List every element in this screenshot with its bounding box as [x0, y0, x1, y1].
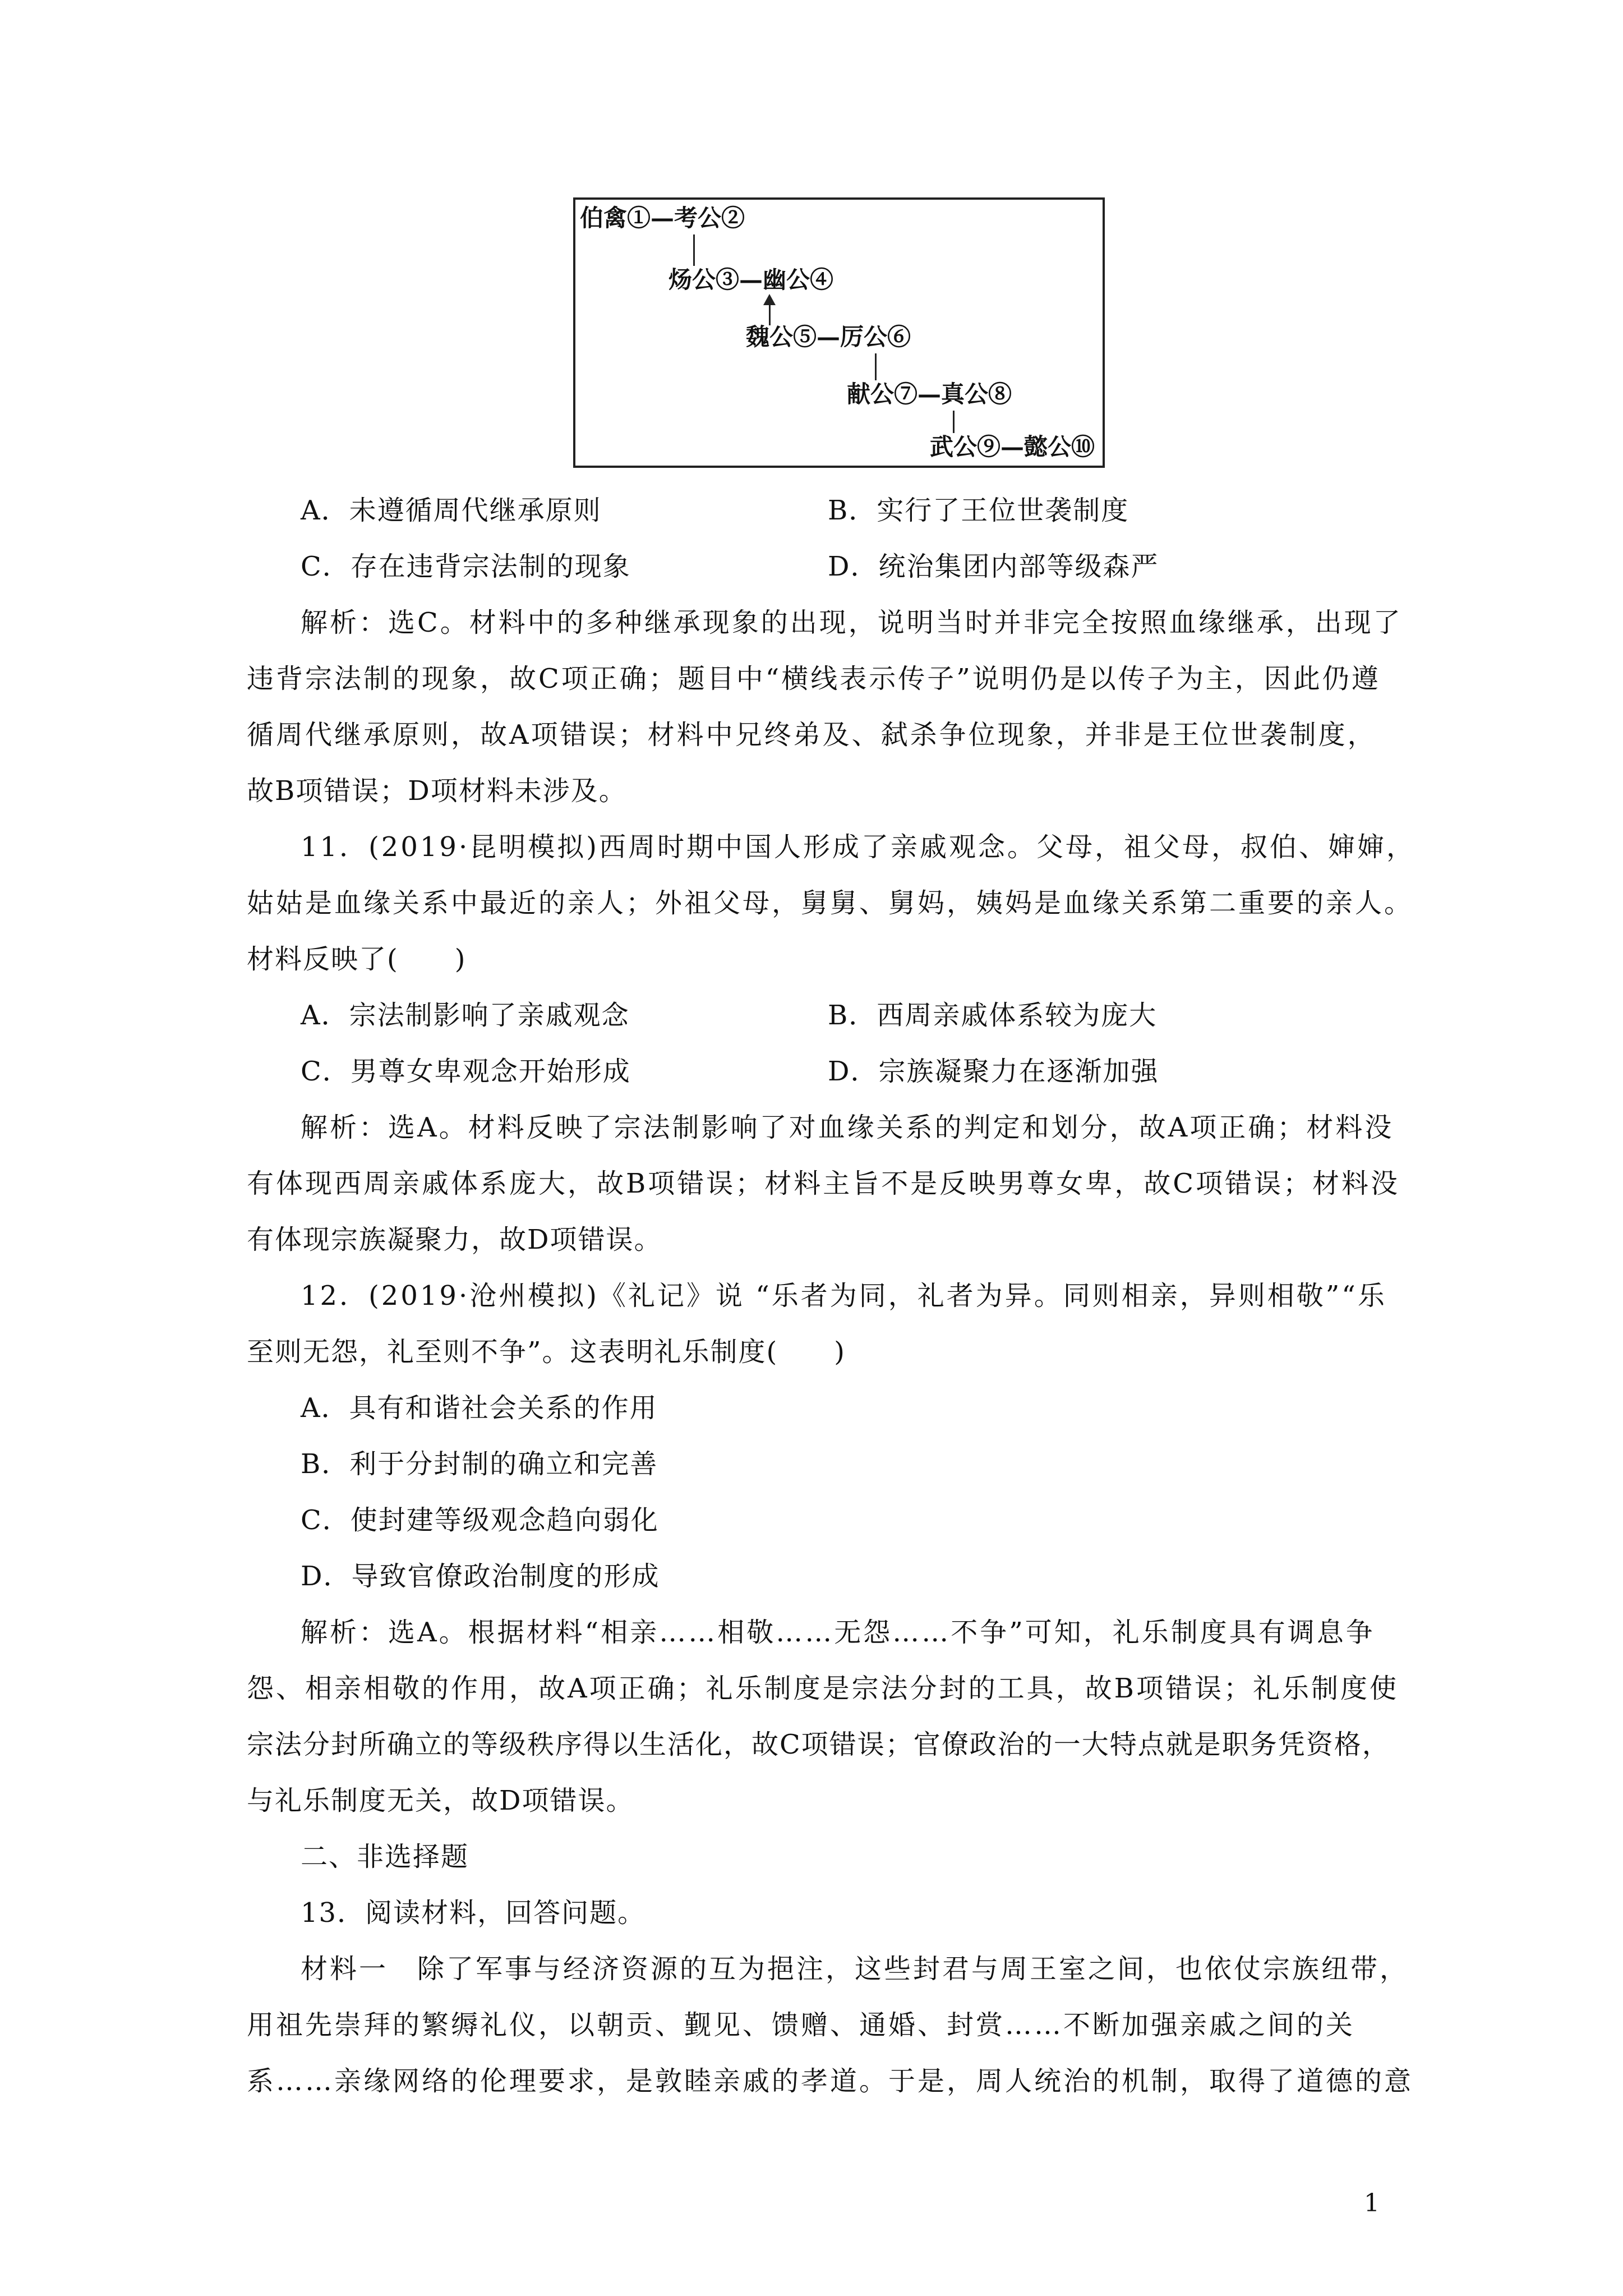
connector-line — [693, 234, 695, 266]
q12-option-c: C．使封建等级观念趋向弱化 — [301, 1504, 659, 1536]
q11-option-a: A．宗法制影响了亲戚观念 — [301, 1000, 630, 1031]
page-number: 1 — [1364, 2189, 1380, 2217]
q12-analysis-line: 与礼乐制度无关，故D项错误。 — [247, 1785, 634, 1816]
q11-stem-line: 材料反映了( ) — [247, 944, 467, 975]
q11-analysis-line: 有体现宗族凝聚力，故D项错误。 — [247, 1224, 662, 1255]
q11-analysis-line: 解析：选A。材料反映了宗法制影响了对血缘关系的判定和划分，故A项正确；材料没 — [301, 1112, 1394, 1143]
q10-option-b: B．实行了王位世袭制度 — [828, 495, 1129, 526]
q12-analysis-line: 解析：选A。根据材料“相亲……相敬……无怨……不争”可知，礼乐制度具有调息争 — [301, 1617, 1375, 1648]
q11-analysis-line: 有体现西周亲戚体系庞大，故B项错误；材料主旨不是反映男尊女卑，故C项错误；材料没 — [247, 1168, 1400, 1199]
q11-stem-line: 11．(2019·昆明模拟)西周时期中国人形成了亲戚观念。父母，祖父母，叔伯、婶婶， — [301, 831, 1415, 863]
diagram-row-3: 魏公⑤—厉公⑥ — [746, 323, 911, 351]
q11-option-b: B．西周亲戚体系较为庞大 — [828, 1000, 1158, 1031]
arrow-up-icon — [763, 294, 776, 305]
section-heading: 二、非选择题 — [301, 1841, 469, 1872]
q10-option-a: A．未遵循周代继承原则 — [301, 495, 602, 526]
q12-option-d: D．导致官僚政治制度的形成 — [301, 1561, 660, 1592]
q10-analysis-line: 解析：选C。材料中的多种继承现象的出现，说明当时并非完全按照血缘继承，出现了 — [301, 607, 1403, 638]
q12-stem-line: 12．(2019·沧州模拟)《礼记》说 “乐者为同，礼者为异。同则相亲，异则相敬”“乐 — [301, 1280, 1387, 1312]
connector-line — [769, 304, 771, 325]
succession-diagram — [573, 197, 1105, 468]
q10-analysis-line: 循周代继承原则，故A项错误；材料中兄终弟及、弑杀争位现象，并非是王位世袭制度， — [247, 719, 1377, 751]
q10-option-c: C．存在违背宗法制的现象 — [301, 551, 631, 582]
q13-material-line: 系……亲缘网络的伦理要求，是敦睦亲戚的孝道。于是，周人统治的机制，取得了道德的意 — [247, 2065, 1414, 2097]
q12-analysis-line: 怨、相亲相敬的作用，故A项正确；礼乐制度是宗法分封的工具，故B项错误；礼乐制度使 — [247, 1673, 1399, 1704]
q12-option-b: B．利于分封制的确立和完善 — [301, 1448, 658, 1480]
diagram-row-4: 献公⑦—真公⑧ — [847, 380, 1012, 408]
q11-option-c: C．男尊女卑观念开始形成 — [301, 1056, 631, 1087]
q12-stem-line: 至则无怨，礼至则不争”。这表明礼乐制度( ) — [247, 1336, 846, 1368]
q10-option-d: D．统治集团内部等级森严 — [828, 551, 1159, 582]
q12-option-a: A．具有和谐社会关系的作用 — [301, 1392, 658, 1424]
q10-analysis-line: 违背宗法制的现象，故C项正确；题目中“横线表示传子”说明仍是以传子为主，因此仍遵 — [247, 663, 1381, 694]
diagram-row-5: 武公⑨—懿公⑩ — [930, 433, 1095, 461]
connector-line — [875, 353, 877, 380]
diagram-row-1: 伯禽①—考公② — [580, 204, 745, 232]
q13-stem: 13．阅读材料，回答问题。 — [301, 1897, 646, 1929]
q10-analysis-line: 故B项错误；D项材料未涉及。 — [247, 775, 627, 807]
connector-line — [953, 411, 955, 433]
q12-analysis-line: 宗法分封所确立的等级秩序得以生活化，故C项错误；官僚政治的一大特点就是职务凭资格， — [247, 1729, 1390, 1760]
q11-option-d: D．宗族凝聚力在逐渐加强 — [828, 1056, 1159, 1087]
q13-material-line: 材料一 除了军事与经济资源的互为挹注，这些封君与周王室之间，也依仗宗族纽带， — [301, 1953, 1409, 1985]
q11-stem-line: 姑姑是血缘关系中最近的亲人；外祖父母，舅舅、舅妈，姨妈是血缘关系第二重要的亲人。 — [247, 887, 1414, 919]
q13-material-line: 用祖先崇拜的繁缛礼仪，以朝贡、觐见、馈赠、通婚、封赏……不断加强亲戚之间的关 — [247, 2009, 1355, 2041]
diagram-row-2: 炀公③—幽公④ — [668, 266, 834, 293]
